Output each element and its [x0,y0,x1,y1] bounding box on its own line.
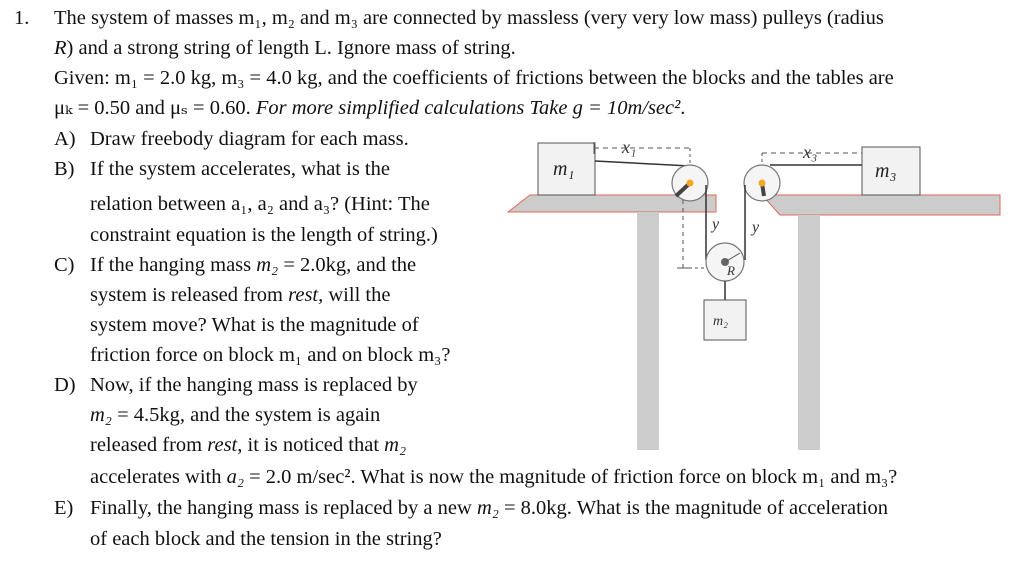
part-c-rest: rest, [288,284,324,306]
part-d-line-4-b: = 2.0 m/sec². What is now the magnitude of friction force on block m₁ and m₃? [243,466,898,488]
part-c-line-3: system move? What is the magnitude of [90,314,419,336]
part-c-line-2-a: system is released from [90,284,289,306]
part-d-line-4-a: accelerates with [90,466,227,488]
part-d-mass: m₂ [90,404,112,426]
part-b-line-1: If the system accelerates, what is the [90,158,390,180]
part-d-accel: a₂ [226,466,244,488]
part-a-text: Draw freebody diagram for each mass. [90,128,409,150]
part-e-line-2: of each block and the tension in the string? [90,528,442,550]
x3-label: x₃ [803,142,818,162]
radius-label: R [727,263,735,278]
part-c-text-a: If the hanging mass [90,254,257,276]
part-a-label: A) [54,128,76,150]
radius-symbol: R [54,37,67,59]
part-d-label: D) [54,374,76,396]
part-d-line-3-a: released from [90,434,208,456]
part-e-label: E) [54,497,74,519]
part-b-label: B) [54,158,75,180]
string-m1 [595,161,690,166]
block-m2-label: m₂ [713,314,728,329]
right-pulley-axle [759,180,766,187]
right-table-top [762,195,1000,215]
part-e-line-1-b: = 8.0kg. What is the magnitude of acceleration [498,497,889,519]
left-pulley-axle [687,180,694,187]
y-label-left: y [712,216,720,233]
problem-number: 1. [14,7,30,29]
part-b-line-2: relation between a₁, a₂ and a₃? (Hint: The [90,193,430,215]
gravity-note: For more simplified calculations Take g = 10m/sec² [255,97,681,119]
part-e-mass: m₂ [476,497,499,519]
part-b-line-3: constraint equation is the length of string.) [90,224,438,246]
y-label-right: y [752,219,760,236]
x1-label: x₁ [622,137,637,157]
friction-coefficients: μₖ = 0.50 and μₛ = 0.60. [54,97,256,119]
part-d-line-2-rest: = 4.5kg, and the system is again [111,404,381,426]
intro-line-2-rest: ) and a strong string of length L. Ignore mass of string. [66,37,516,59]
part-c-label: C) [54,254,75,276]
part-e-line-1-a: Finally, the hanging mass is replaced by a new [90,497,477,519]
right-table-leg [798,215,820,450]
left-table-leg [637,212,659,450]
part-c-mass: m₂ [256,254,279,276]
given-line-1: Given: m₁ = 2.0 kg, m₃ = 4.0 kg, and the coefficients of frictions between the blocks and the tables are [54,67,894,89]
intro-line-1: The system of masses m₁, m₂ and m₃ are connected by massless (very very low mass) pulleys (radius [54,7,884,29]
given-period: . [680,97,686,119]
part-d-rest: rest [207,434,238,456]
part-c-line-2-b: will the [323,284,391,306]
block-m3-label: m₃ [875,160,897,182]
part-d-line-1: Now, if the hanging mass is replaced by [90,374,418,396]
block-m1-label: m₁ [553,158,575,180]
part-d-line-3-b: , it is noticed that [237,434,385,456]
part-c-text-b: = 2.0kg, and the [278,254,417,276]
part-d-mass-2: m₂ [384,434,407,456]
part-c-line-4: friction force on block m₁ and on block m₃? [90,344,451,366]
